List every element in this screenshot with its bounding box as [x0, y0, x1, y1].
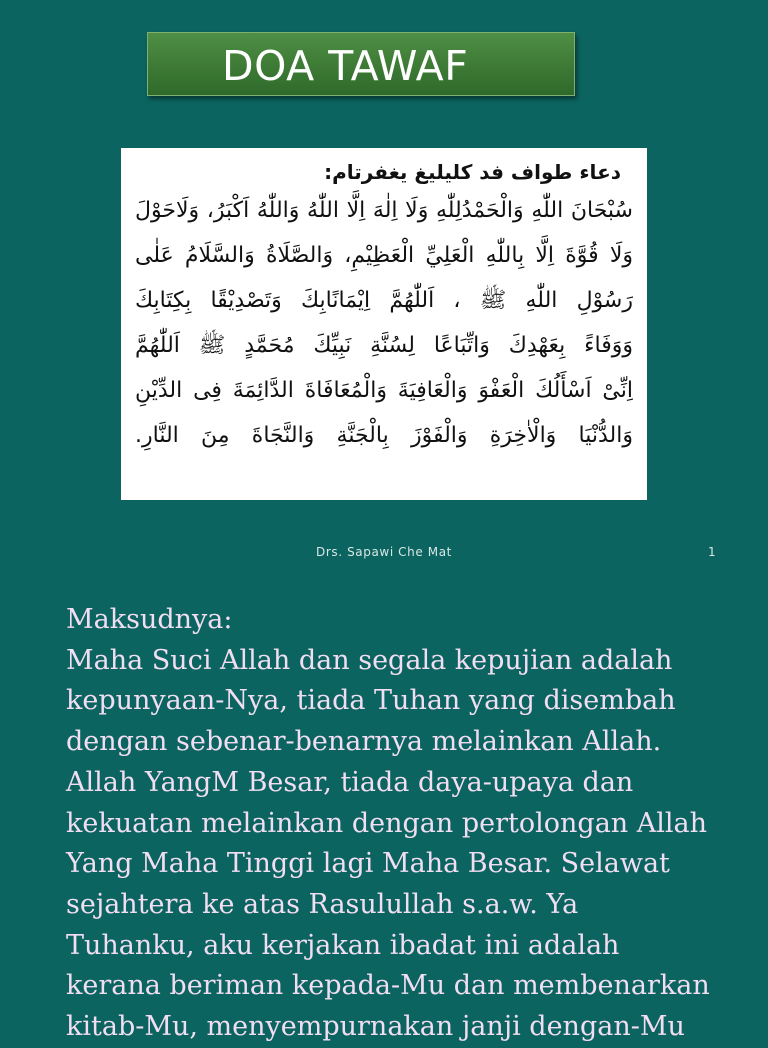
arabic-line: وَالدُّنْيَا وَالْاٰخِرَةِ وَالْفَوْزَ بِالْجَنَّةِ وَالنَّجَاةَ مِنَ النَّارِ.	[135, 423, 633, 448]
meaning-line: kitab-Mu, menyempurnakan janji dengan-Mu	[66, 1011, 685, 1043]
meaning-line: Yang Maha Tinggi lagi Maha Besar. Selawat	[66, 848, 670, 880]
meaning-line: dengan sebenar-benarnya melainkan Allah.	[66, 726, 662, 758]
meaning-line: Maksudnya:	[66, 604, 233, 635]
arabic-line: وَلَا قُوَّةَ اِلَّا بِاللّٰهِ الْعَلِيِّ الْعَظِيْمِ، وَالصَّلَاةُ وَالسَّلَامُ عَلٰى	[135, 243, 633, 268]
footer-author: Drs. Sapawi Che Mat	[316, 545, 452, 559]
meaning-line: kekuatan melainkan dengan pertolongan Allah	[66, 807, 708, 839]
meaning-paragraph	[66, 600, 746, 1048]
meaning-line: Tuhanku, aku kerjakan ibadat ini adalah	[66, 929, 620, 961]
arabic-heading: دعاء طواف فد كليليغ يغفرتام:	[324, 160, 621, 184]
meaning-line: Maha Suci Allah dan segala kepujian adalah	[66, 644, 673, 676]
arabic-line: وَوَفَاءً بِعَهْدِكَ وَاتِّبَاعًا لِسُنَّةِ نَبِيِّكَ مُحَمَّدٍ ﷺ اَللّٰهُمَّ	[135, 333, 633, 358]
arabic-prayer-image	[121, 148, 647, 500]
arabic-line: رَسُوْلِ اللّٰهِ ﷺ ، اَللّٰهُمَّ اِيْمَانًابِكَ وَتَصْدِيْقًا بِكِتَابِكَ	[135, 288, 633, 313]
meaning-line: Allah YangM Besar, tiada daya-upaya dan	[66, 766, 634, 798]
title-banner	[147, 32, 575, 96]
page-number: 1	[708, 545, 716, 559]
meaning-line: kepunyaan-Nya, tiada Tuhan yang disembah	[66, 685, 676, 717]
arabic-line: اِنِّىْ اَسْأَلُكَ الْعَفْوَ وَالْعَافِيَةَ وَالْمُعَافَاةَ الدَّائِمَةَ فِى الدِّيْنِ	[135, 378, 633, 403]
meaning-line: sejahtera ke atas Rasulullah s.a.w. Ya	[66, 888, 579, 920]
meaning-line: kerana beriman kepada-Mu dan membenarkan	[66, 970, 710, 1002]
slide-title: DOA TAWAF	[222, 42, 469, 90]
arabic-line: سُبْحَانَ اللّٰهِ وَالْحَمْدُلِلّٰهِ وَلَا اِلٰهَ اِلَّا اللّٰهُ وَاللّٰهُ اَكْبَرُ، وَلَاحَوْلَ	[135, 198, 633, 223]
